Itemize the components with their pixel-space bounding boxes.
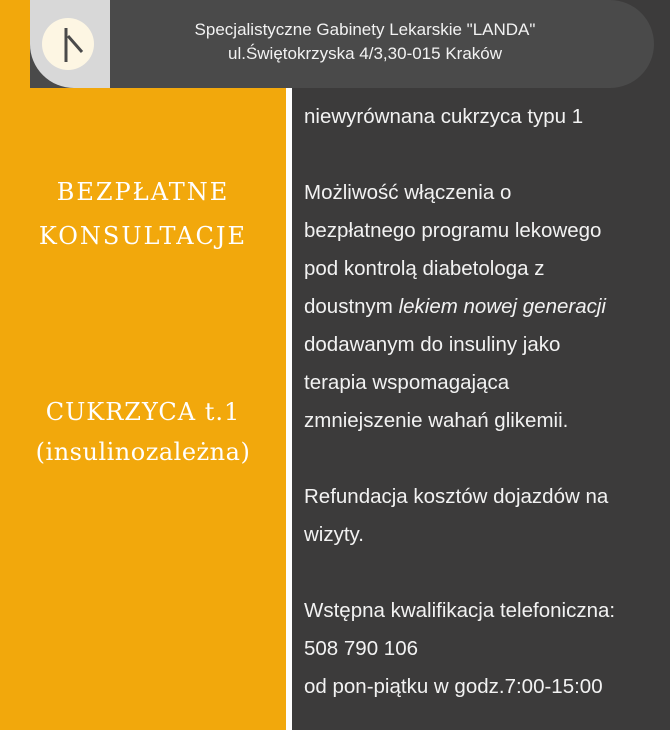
new-generation-drug: lekiem nowej generacji xyxy=(398,295,606,318)
phone-number: 508 790 106 xyxy=(304,637,419,660)
clinic-logo-icon xyxy=(42,18,94,70)
free-consultations-title: BEZPŁATNE KONSULTACJE xyxy=(38,178,248,250)
description-text: niewyrównana cukrzyca typu 1 Możliwość włączenia o bezpłatnego programu lekowego pod kontrolą diabetologa z doustnym lekiem nowej generacji dodawanym do insuliny jako terapia wspomagająca zmniejszenie wahań glikemii. Refundacja kosztów dojazdów na wizyty. Wstępna kwalifikacja telefoniczna: 508 790 106 od pon-piątku w godz.7:00-15:00 xyxy=(304,98,664,706)
clinic-address: ul.Świętokrzyska 4/3,30-015 Kraków xyxy=(227,44,503,63)
condition-line: niewyrównana cukrzyca typu 1 xyxy=(304,105,584,128)
left-panel xyxy=(0,0,286,730)
office-hours: od pon-piątku w godz.7:00-15:00 xyxy=(304,675,603,698)
clinic-name: Specjalistyczne Gabinety Lekarskie "LANDA" xyxy=(194,20,536,39)
header-text xyxy=(110,18,620,66)
diabetes-type-title: CUKRZYCA t.1 (insulinozależna) xyxy=(35,398,251,466)
